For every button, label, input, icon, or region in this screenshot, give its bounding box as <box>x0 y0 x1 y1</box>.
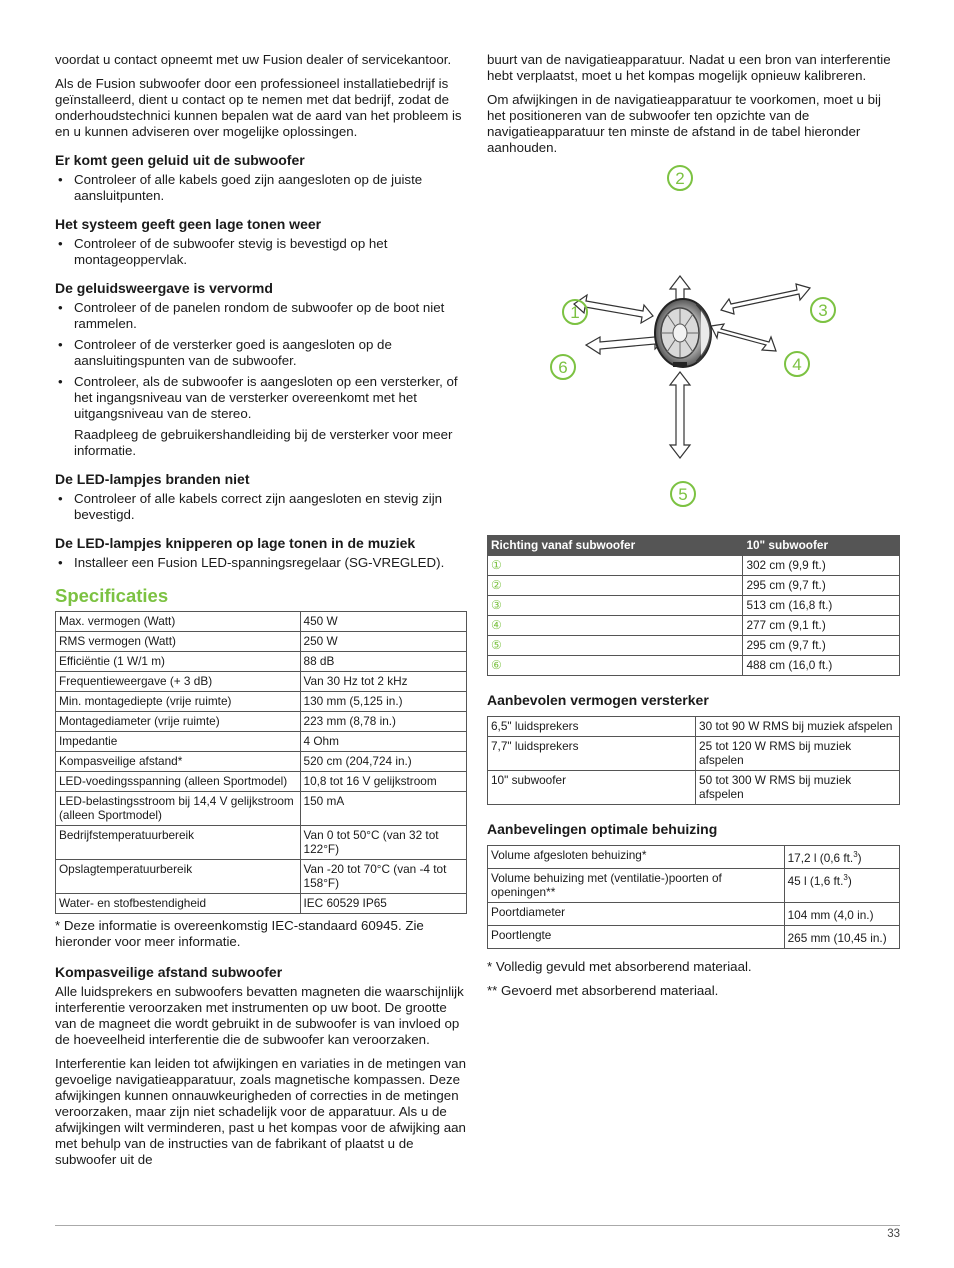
heading-no-sound: Er komt geen geluid uit de subwoofer <box>55 152 305 168</box>
table-cell: Impedantie <box>56 732 301 752</box>
table-row <box>488 717 900 737</box>
table-cell: 450 W <box>300 612 466 632</box>
cell-superscript: 3 <box>853 850 858 859</box>
table-cell <box>784 925 899 948</box>
table-cell: Min. montagediepte (vrije ruimte) <box>56 692 301 712</box>
list-item: • Controleer of alle kabels goed zijn aangesloten op de juiste aansluitpunten. <box>55 172 467 204</box>
list-item: • Controleer of de versterker goed is aangesloten op de aansluitingspunten van de subwoofer. <box>55 337 467 369</box>
heading-amplifier-power: Aanbevolen vermogen versterker <box>487 692 709 708</box>
enclosure-note-2: ** Gevoerd met absorberend materiaal. <box>487 982 719 998</box>
table-row <box>56 672 467 692</box>
distance-header-direction: Richting vanaf subwoofer <box>488 536 743 556</box>
list-item: • Controleer of de panelen rondom de subwoofer op de boot niet rammelen. <box>55 300 467 332</box>
cell-value: 104 mm (4,0 in.) <box>787 907 874 922</box>
label-3: 3 <box>818 301 828 320</box>
table-cell: 223 mm (8,78 in.) <box>300 712 466 732</box>
cell-value: 265 mm (10,45 in.) <box>787 930 887 945</box>
label-6: 6 <box>558 358 568 377</box>
list-item: • Installeer een Fusion LED-spanningsregelaar (SG-VREGLED). <box>55 555 467 571</box>
table-cell: ④ <box>488 616 743 636</box>
table-cell: Volume afgesloten behuizing* <box>488 846 785 869</box>
label-5: 5 <box>678 485 688 504</box>
cell-suffix: ) <box>857 850 862 865</box>
table-cell: Poortlengte <box>488 925 785 948</box>
table-cell: ⑥ <box>488 656 743 676</box>
table-row <box>56 632 467 652</box>
distance-table <box>487 535 900 676</box>
cell-value: 17,2 l (0,6 ft. <box>787 850 854 865</box>
table-cell <box>784 868 899 902</box>
list-item-subparagraph: Raadpleeg de gebruikershandleiding bij de versterker voor meer informatie. <box>74 427 453 458</box>
list-distorted <box>55 300 467 422</box>
table-cell: ② <box>488 576 743 596</box>
right-paragraph-2: Om afwijkingen in de navigatieapparatuur te voorkomen, moet u bij het positioneren van de subwoofer ten opzichte van de navigatieapparatuur ten minste de afstand in de tabel hieronder aanhouden. <box>487 92 881 155</box>
cell-suffix: ) <box>847 873 852 888</box>
list-led-off <box>55 491 467 523</box>
list-item: • Controleer of de subwoofer stevig is bevestigd op het montageoppervlak. <box>55 236 467 268</box>
label-4: 4 <box>792 355 802 374</box>
table-cell: 6,5" luidsprekers <box>488 717 696 737</box>
left-column <box>55 52 467 1176</box>
arrow-right-lower <box>711 324 776 351</box>
table-cell: 295 cm (9,7 ft.) <box>743 636 900 656</box>
table-row <box>488 846 900 869</box>
table-row <box>488 636 900 656</box>
table-cell: Poortdiameter <box>488 902 785 925</box>
specifications-table <box>55 611 467 914</box>
table-cell: Van 0 tot 50°C (van 32 tot 122°F) <box>300 826 466 860</box>
table-row <box>56 692 467 712</box>
heading-compass-distance: Kompasveilige afstand subwoofer <box>55 964 283 980</box>
list-item: • Controleer, als de subwoofer is aangesloten op een versterker, of het ingangsniveau van de versterker overeenkomt met het uitgangsniveau van de stereo. <box>55 374 467 422</box>
table-cell: Efficiëntie (1 W/1 m) <box>56 652 301 672</box>
compass-distance-diagram <box>487 164 900 519</box>
table-cell: Frequentieweergave (+ 3 dB) <box>56 672 301 692</box>
table-row <box>56 712 467 732</box>
label-2: 2 <box>675 169 685 188</box>
table-row <box>56 792 467 826</box>
table-row <box>488 902 900 925</box>
table-cell: 302 cm (9,9 ft.) <box>743 556 900 576</box>
right-column <box>487 52 900 1007</box>
label-1: 1 <box>570 303 580 322</box>
heading-distorted: De geluidsweergave is vervormd <box>55 280 273 296</box>
table-cell <box>784 902 899 925</box>
table-row <box>488 616 900 636</box>
table-cell: 277 cm (9,1 ft.) <box>743 616 900 636</box>
table-cell: 513 cm (16,8 ft.) <box>743 596 900 616</box>
table-cell: 488 cm (16,0 ft.) <box>743 656 900 676</box>
table-cell: Water- en stofbestendigheid <box>56 894 301 914</box>
intro-paragraph-2: Als de Fusion subwoofer door een professioneel installatiebedrijf is geïnstalleerd, dient u contact op te nemen met dat bedrijf, zodat de onderhoudstechnici kunnen bepalen wat de aard van het probleem is en u kunnen adviseren over mogelijke oplossingen. <box>55 76 462 139</box>
compass-paragraph-2: Interferentie kan leiden tot afwijkingen en variaties in de metingen van gevoelige navigatieapparatuur, zoals magnetische kompassen. Deze afwijkingen kunnen onnauwkeurigheden of correcties in de metingen veroorzaken, maar zijn niet schadelijk voor de apparatuur. Als u de afwijkingen wilt verminderen, past u het kompas voor de afwijking aan met behulp van de instructies van de fabrikant of plaatst u de subwoofer uit de <box>55 1056 466 1167</box>
amplifier-table <box>487 716 900 805</box>
table-row <box>56 860 467 894</box>
table-row <box>488 656 900 676</box>
subwoofer-illustration <box>655 299 711 367</box>
specifications-heading: Specificaties <box>55 585 169 606</box>
table-row <box>488 868 900 902</box>
table-cell: 295 cm (9,7 ft.) <box>743 576 900 596</box>
distance-header-subwoofer: 10" subwoofer <box>743 536 900 556</box>
heading-led-off: De LED-lampjes branden niet <box>55 471 250 487</box>
compass-paragraph-1: Alle luidsprekers en subwoofers bevatten magneten die waarschijnlijk interferentie veroorzaken met instrumenten op uw boot. De grootte van de magneet die wordt gebruikt in de subwoofer is van invloed op de hoeveelheid interferentie die de subwoofer kan veroorzaken. <box>55 984 464 1047</box>
table-cell: 10,8 tot 16 V gelijkstroom <box>300 772 466 792</box>
table-cell: Opslagtemperatuurbereik <box>56 860 301 894</box>
table-cell: 25 tot 120 W RMS bij muziek afspelen <box>696 737 900 771</box>
table-row <box>56 826 467 860</box>
table-cell: 50 tot 300 W RMS bij muziek afspelen <box>696 771 900 805</box>
table-cell: 130 mm (5,125 in.) <box>300 692 466 712</box>
list-no-bass <box>55 236 467 268</box>
arrow-right-upper <box>721 284 810 314</box>
cell-value: 45 l (1,6 ft. <box>787 873 844 888</box>
heading-led-flicker: De LED-lampjes knipperen op lage tonen in de muziek <box>55 535 416 551</box>
spec-footnote: * Deze informatie is overeenkomstig IEC-standaard 60945. Zie hieronder voor meer informatie. <box>55 918 424 949</box>
table-row <box>56 894 467 914</box>
table-cell: ① <box>488 556 743 576</box>
table-row <box>56 612 467 632</box>
table-row <box>488 596 900 616</box>
table-cell: 30 tot 90 W RMS bij muziek afspelen <box>696 717 900 737</box>
table-cell: RMS vermogen (Watt) <box>56 632 301 652</box>
list-led-flicker <box>55 555 467 571</box>
table-cell: Van 30 Hz tot 2 kHz <box>300 672 466 692</box>
table-cell: Volume behuizing met (ventilatie-)poorten of openingen** <box>488 868 785 902</box>
right-paragraph-1: buurt van de navigatieapparatuur. Nadat u een bron van interferentie hebt verplaatst, moet u het kompas mogelijk opnieuw kalibreren. <box>487 52 891 83</box>
arrow-left-lower <box>586 332 665 354</box>
intro-paragraph-1: voordat u contact opneemt met uw Fusion dealer of servicekantoor. <box>55 52 452 67</box>
table-cell: Kompasveilige afstand* <box>56 752 301 772</box>
table-row <box>488 771 900 805</box>
heading-no-bass: Het systeem geeft geen lage tonen weer <box>55 216 322 232</box>
table-cell: 7,7" luidsprekers <box>488 737 696 771</box>
diagram-svg <box>487 164 900 519</box>
table-cell: Bedrijfstemperatuurbereik <box>56 826 301 860</box>
table-cell: Montagediameter (vrije ruimte) <box>56 712 301 732</box>
table-row <box>488 556 900 576</box>
table-row <box>56 732 467 752</box>
table-cell: 88 dB <box>300 652 466 672</box>
table-row <box>56 772 467 792</box>
table-cell: LED-voedingsspanning (alleen Sportmodel) <box>56 772 301 792</box>
table-cell: 4 Ohm <box>300 732 466 752</box>
table-row <box>488 737 900 771</box>
list-item: • Controleer of alle kabels correct zijn aangesloten en stevig zijn bevestigd. <box>55 491 467 523</box>
table-row <box>56 652 467 672</box>
table-cell: 10" subwoofer <box>488 771 696 805</box>
table-cell: 250 W <box>300 632 466 652</box>
table-cell: IEC 60529 IP65 <box>300 894 466 914</box>
cell-superscript: 3 <box>843 872 848 882</box>
table-cell: Van -20 tot 70°C (van -4 tot 158°F) <box>300 860 466 894</box>
table-cell: LED-belastingsstroom bij 14,4 V gelijkstroom (alleen Sportmodel) <box>56 792 301 826</box>
enclosure-note-1: * Volledig gevuld met absorberend materiaal. <box>487 958 752 974</box>
table-cell: ⑤ <box>488 636 743 656</box>
table-row <box>488 925 900 948</box>
footer-divider <box>55 1225 900 1226</box>
enclosure-table <box>487 845 900 949</box>
arrow-down <box>670 372 690 458</box>
table-cell: 150 mA <box>300 792 466 826</box>
table-row <box>488 576 900 596</box>
list-no-sound <box>55 172 467 204</box>
page-number: 33 <box>887 1228 900 1240</box>
table-cell <box>784 846 899 869</box>
table-row <box>56 752 467 772</box>
table-cell: 520 cm (204,724 in.) <box>300 752 466 772</box>
table-cell: ③ <box>488 596 743 616</box>
table-cell: Max. vermogen (Watt) <box>56 612 301 632</box>
heading-enclosure: Aanbevelingen optimale behuizing <box>487 821 718 837</box>
